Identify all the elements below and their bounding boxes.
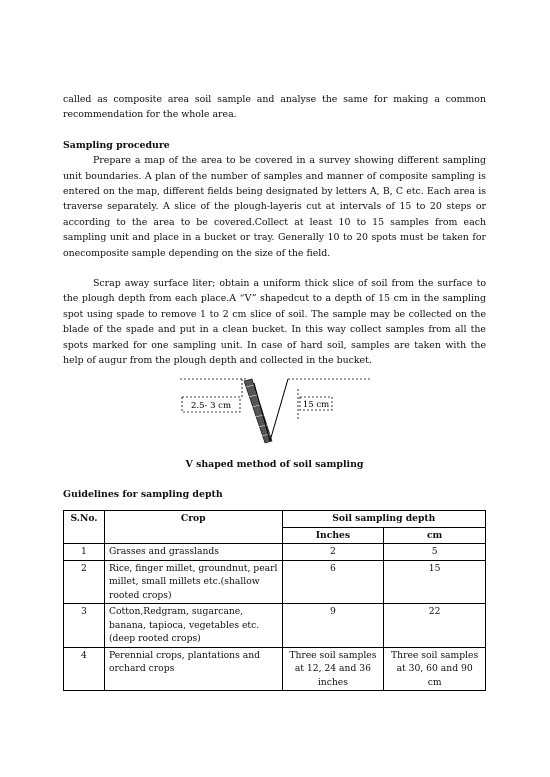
sampling-paragraph-2: Scrap away surface liter; obtain a uniform thick slice of soil from the surface to the plough depth from each place.A “V” shapedcut to a depth of 15 cm in the sampling spot using spade to remove 1 to 2 cm slice of soil. The sample may be collected on the blade of the spade and put in a clean bucket. In this way collect samples from all the spots marked for one sampling unit. In case of hard soil, samples are taken with the help of augur from the plough depth and collected in the bucket. [63,278,486,367]
table-row [64,647,486,691]
guidelines-heading: Guidelines for sampling depth [63,488,223,500]
row-crop: Grasses and grasslands [104,544,282,561]
figure-caption: V shaped method of soil sampling [185,458,364,470]
row-crop: Rice, finger millet, groundnut, pearl millet, small millets etc.(shallow rooted crops) [104,560,282,604]
row-crop: Cotton,Redgram, sugarcane, banana, tapioca, vegetables etc. (deep rooted crops) [104,604,282,648]
header-inches: Inches [282,527,384,544]
sampling-procedure-heading: Sampling procedure [63,139,170,151]
row-cm: 15 [384,560,486,604]
table-row [64,544,486,561]
intro-paragraph: called as composite area soil sample and analyse the same for making a common recommendation for the whole area. [63,94,486,121]
row-sno: 3 [64,604,105,648]
v-shape-figure [63,375,486,455]
row-cm: 22 [384,604,486,648]
v-shape-diagram [180,375,370,455]
table-row [64,604,486,648]
row-cm: Three soil samples at 30, 60 and 90 cm [384,647,486,691]
row-inches: Three soil samples at 12, 24 and 36 inches [282,647,384,691]
row-cm: 5 [384,544,486,561]
sampling-paragraph-1: Prepare a map of the area to be covered in a survey showing different sampling unit boundaries. A plan of the number of samples and manner of composite sampling is entered on the map, different fields being designated by letters A, B, C etc. Each area is traverse separately. A slice of the plough-layeris cut at intervals of 15 to 20 steps or according to the area to be covered.Collect at least 10 to 15 samples from each sampling unit and place in a bucket or tray. Generally 10 to 20 spots must be taken for onecomposite sample depending on the size of the field. [63,155,486,259]
row-sno: 2 [64,560,105,604]
row-sno: 4 [64,647,105,691]
header-crop: Crop [104,511,282,544]
page-content [63,92,486,691]
header-sno: S.No. [64,511,105,544]
row-inches: 9 [282,604,384,648]
row-crop: Perennial crops, plantations and orchard crops [104,647,282,691]
depth-label: 15 cm [302,399,330,410]
row-inches: 6 [282,560,384,604]
header-depth: Soil sampling depth [282,511,485,528]
table-header-row [64,511,486,528]
table-row [64,560,486,604]
sampling-depth-table [63,510,486,691]
row-sno: 1 [64,544,105,561]
slice-width-label: 2.5- 3 cm [190,400,232,411]
row-inches: 2 [282,544,384,561]
header-cm: cm [384,527,486,544]
